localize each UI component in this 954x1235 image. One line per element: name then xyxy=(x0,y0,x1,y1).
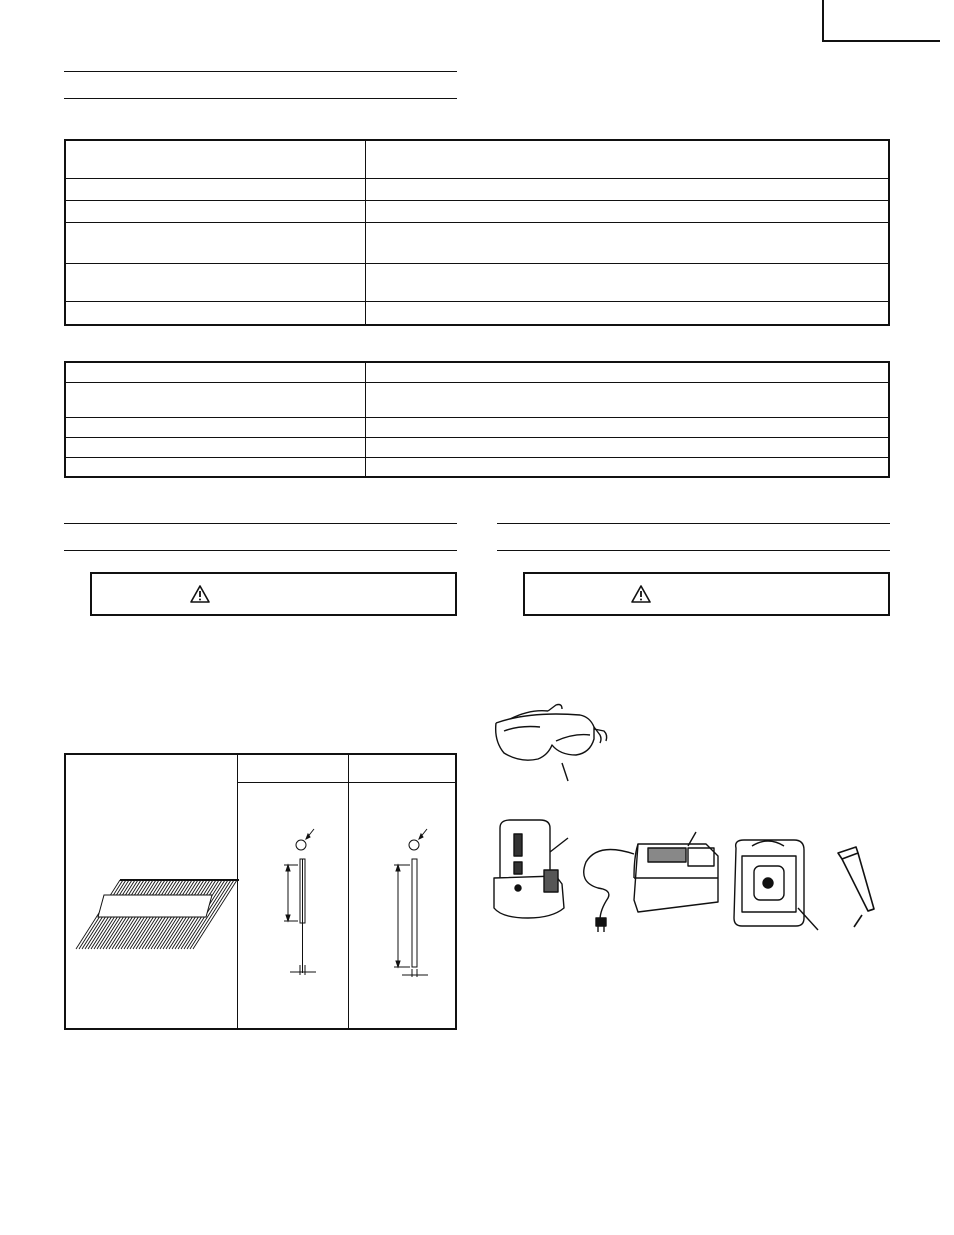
charger-specifications-table xyxy=(64,361,890,478)
table-cell xyxy=(365,200,889,222)
table-cell xyxy=(365,222,889,263)
table-row xyxy=(65,437,889,457)
table-cell xyxy=(65,457,365,477)
left-section-rule-bottom xyxy=(64,550,457,551)
table-cell xyxy=(365,263,889,301)
table-cell xyxy=(365,417,889,437)
warning-triangle-icon xyxy=(190,585,210,603)
section-rule-top xyxy=(64,71,457,72)
table-cell xyxy=(65,417,365,437)
table-row xyxy=(65,222,889,263)
table-cell xyxy=(65,301,365,325)
table-cell xyxy=(65,437,365,457)
table-row xyxy=(65,382,889,417)
hex-wrench-illustration xyxy=(830,843,880,933)
table-cell xyxy=(65,140,365,178)
table-divider xyxy=(348,755,349,1028)
warning-triangle-icon xyxy=(631,585,651,603)
table-row xyxy=(65,362,889,382)
table-row xyxy=(65,140,889,178)
table-row xyxy=(65,457,889,477)
battery-illustration xyxy=(492,818,574,928)
nail-dimension-drawing xyxy=(276,825,336,985)
right-section-rule-bottom xyxy=(497,550,890,551)
caution-box-left xyxy=(90,572,457,616)
table-cell xyxy=(365,178,889,200)
nail-dimension-drawing xyxy=(386,825,446,985)
table-cell xyxy=(65,362,365,382)
charger-illustration xyxy=(578,832,723,942)
table-divider xyxy=(237,755,238,1028)
caution-box-right xyxy=(523,572,890,616)
table-row xyxy=(65,263,889,301)
table-cell xyxy=(365,301,889,325)
table-row xyxy=(65,301,889,325)
table-cell xyxy=(65,382,365,417)
left-section-rule-top xyxy=(64,523,457,524)
table-cell xyxy=(365,437,889,457)
table-cell xyxy=(65,222,365,263)
nail-specification-table xyxy=(64,753,457,1030)
table-divider xyxy=(237,782,455,783)
table-cell xyxy=(365,382,889,417)
table-cell xyxy=(65,178,365,200)
table-row xyxy=(65,178,889,200)
table-row xyxy=(65,200,889,222)
page-number-tab xyxy=(822,0,940,42)
safety-glasses-illustration xyxy=(490,705,610,787)
carrying-case-illustration xyxy=(732,838,812,938)
section-rule-bottom xyxy=(64,98,457,99)
table-cell xyxy=(65,200,365,222)
table-cell xyxy=(365,457,889,477)
nail-strip-illustration xyxy=(74,873,234,953)
table-cell xyxy=(65,263,365,301)
specifications-table xyxy=(64,139,890,326)
table-cell xyxy=(365,140,889,178)
table-cell xyxy=(365,362,889,382)
right-section-rule-top xyxy=(497,523,890,524)
table-row xyxy=(65,417,889,437)
